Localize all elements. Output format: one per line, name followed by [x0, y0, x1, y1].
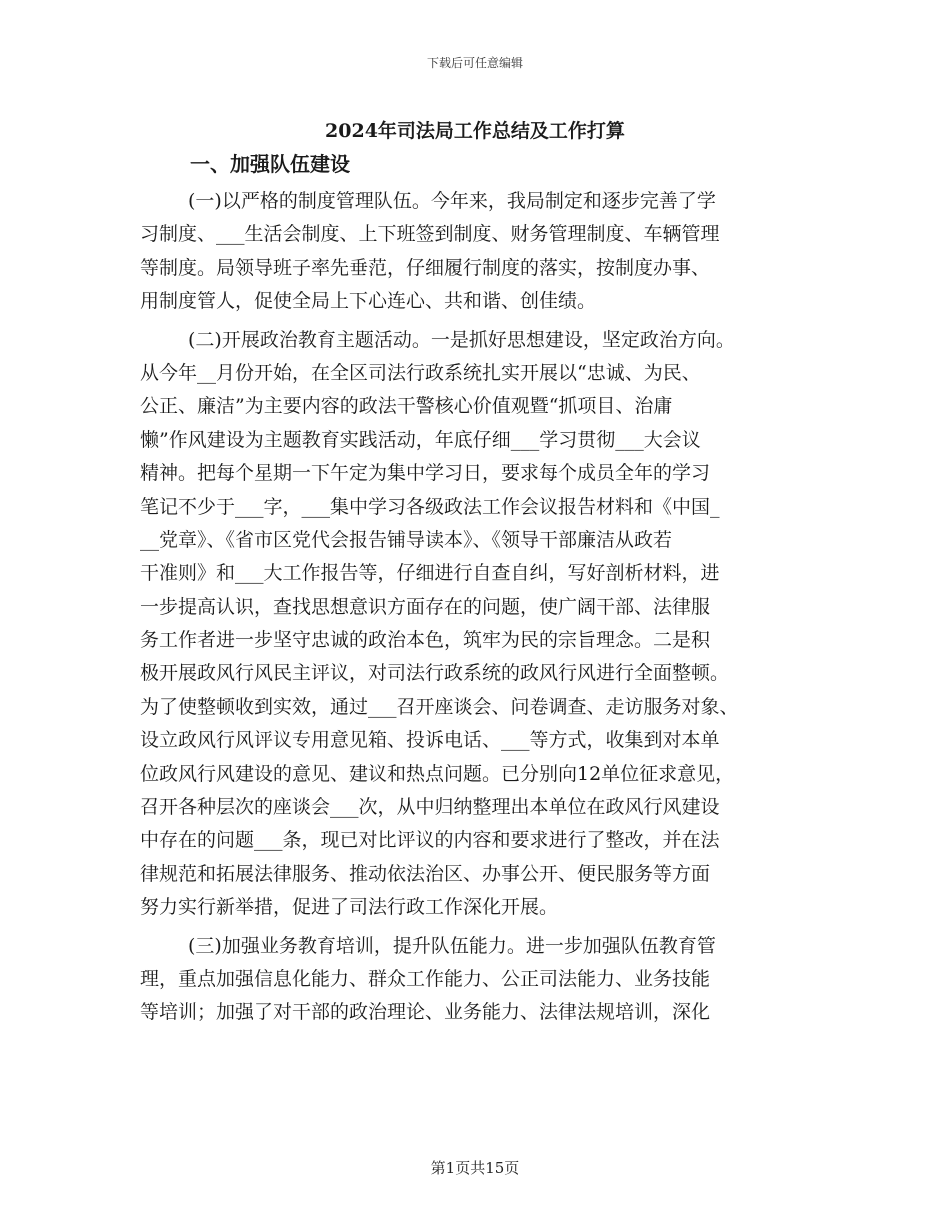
paragraph-line: 习制度、___生活会制度、上下班签到制度、财务管理制度、车辆管理 — [140, 223, 720, 246]
page-footer: 第1页共15页 — [430, 1159, 520, 1177]
paragraph-line: 理，重点加强信息化能力、群众工作能力、公正司法能力、业务技能 — [140, 967, 711, 990]
paragraph-line: 设立政风行风评议专用意见箱、投诉电话、___等方式，收集到对本单 — [140, 729, 720, 752]
paragraph-line: 用制度管人，促使全局上下心连心、共和谐、创佳绩。 — [140, 290, 597, 313]
paragraph-line: __党章》、《省市区党代会报告铺导读本》、《领导干部廉洁从政若 — [140, 528, 673, 551]
paragraph-line: 懒”作风建设为主题教育实践活动，年底仔细___学习贯彻___大会议 — [140, 428, 701, 451]
paragraph-line: 从今年__月份开始，在全区司法行政系统扎实开展以“忠诚、为民、 — [140, 361, 701, 384]
paragraph-line: (三)加强业务教育培训，提升队伍能力。进一步加强队伍教育管 — [188, 934, 716, 957]
paragraph-line: 位政风行风建设的意见、建议和热点问题。已分别向12单位征求意见， — [140, 762, 735, 785]
paragraph-line: 笔记不少于___字，___集中学习各级政法工作会议报告材料和《中国_ — [140, 495, 720, 518]
paragraph-line: 中存在的问题___条，现已对比评议的内容和要求进行了整改，并在法 — [140, 829, 720, 852]
paragraph-line: 公正、廉洁”为主要内容的政法干警核心价值观暨“抓项目、治庸 — [140, 395, 673, 418]
paragraph-line: 务工作者进一步坚守忠诚的政治本色，筑牢为民的宗旨理念。二是积 — [140, 629, 711, 652]
paragraph-line: 努力实行新举措，促进了司法行政工作深化开展。 — [140, 896, 559, 919]
paragraph-line: 律规范和拓展法律服务、推动依法治区、办事公开、便民服务等方面 — [140, 862, 711, 885]
paragraph-line: (一)以严格的制度管理队伍。今年来，我局制定和逐步完善了学 — [188, 190, 716, 212]
section-heading: 一、加强队伍建设 — [190, 152, 350, 176]
paragraph-line: 一步提高认识，查找思想意识方面存在的问题，使广阔干部、法律服 — [140, 595, 711, 618]
paragraph-line: 干准则》和___大工作报告等，仔细进行自查自纠，写好剖析材料，进 — [140, 562, 720, 585]
paragraph-line: 精神。把每个星期一下午定为集中学习日，要求每个成员全年的学习 — [140, 462, 711, 485]
paragraph-line: 等制度。局领导班子率先垂范，仔细履行制度的落实，按制度办事、 — [140, 256, 711, 279]
document-body — [140, 185, 820, 1030]
document-title: 2024年司法局工作总结及工作打算 — [325, 120, 625, 142]
paragraph-line: 为了使整顿收到实效，通过___召开座谈会、问卷调查、走访服务对象、 — [140, 695, 739, 718]
paragraph-line: 等培训；加强了对干部的政治理论、业务能力、法律法规培训，深化 — [140, 1001, 711, 1024]
paragraph-line: 极开展政风行风民主评议，对司法行政系统的政风行风进行全面整顿。 — [140, 662, 730, 685]
paragraph-line: 召开各种层次的座谈会___次，从中归纳整理出本单位在政风行风建设 — [140, 796, 720, 819]
header-note: 下载后可任意编辑 — [426, 56, 523, 70]
paragraph-line: (二)开展政治教育主题活动。一是抓好思想建设，坚定政治方向。 — [188, 328, 735, 351]
